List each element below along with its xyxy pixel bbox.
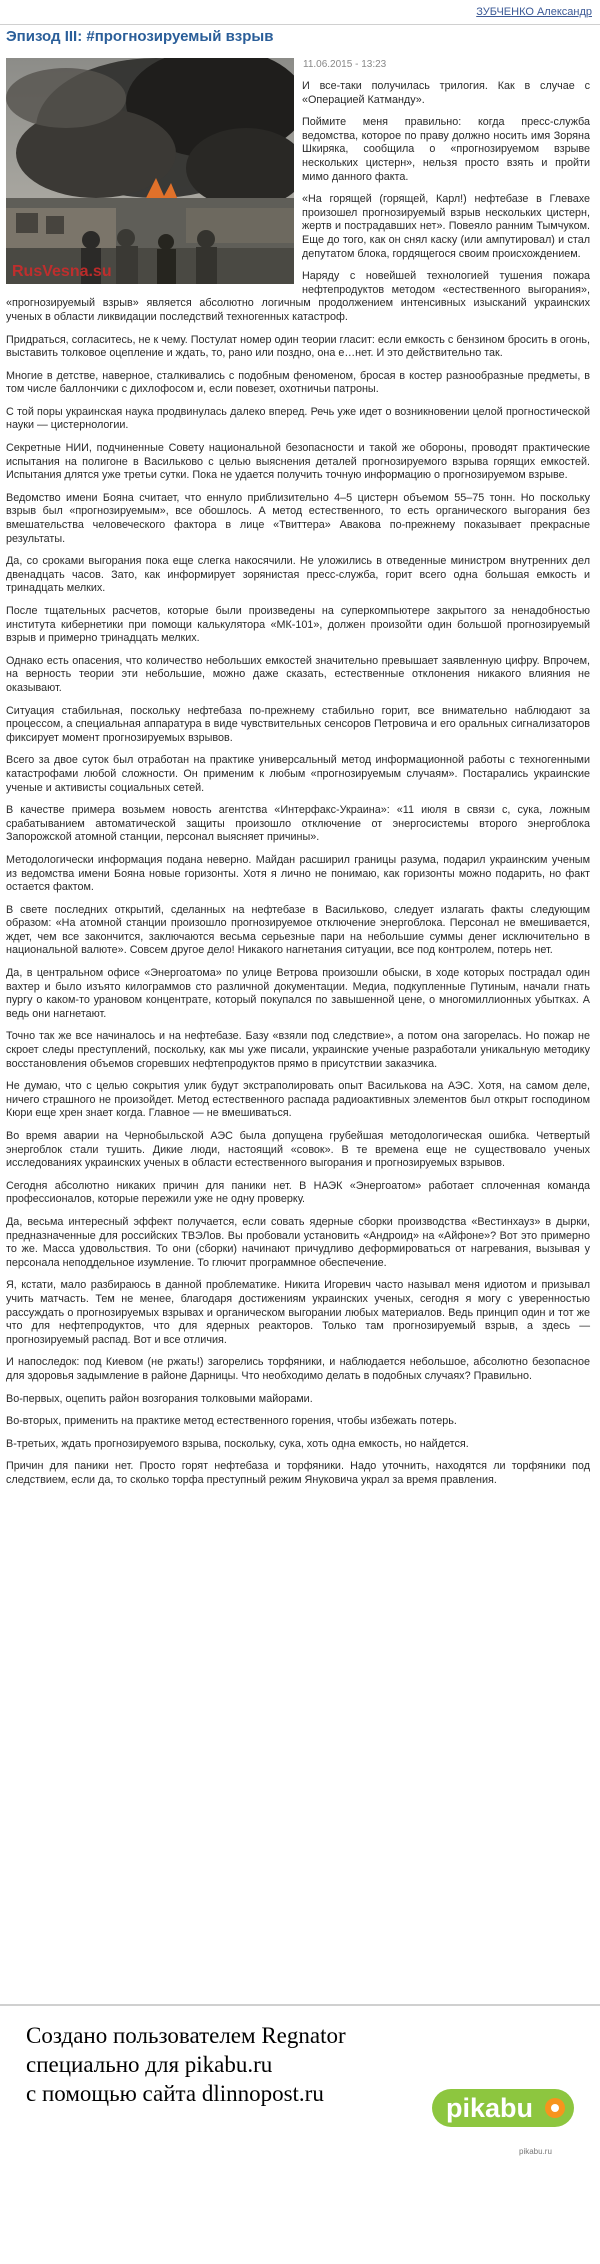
pikabu-badge: pikabu.ru <box>519 2147 552 2156</box>
paragraph: Точно так же все начиналось и на нефтебазе. Базу «взяли под следствие», а потом она загорелась. Но пожар не скроет следы преступлений, поскольку, как мы уже писали, украинские ученые разработали уникальную методику восстановления объемов сгоревших нефтепродуктов прямо в присутствии заказчика. <box>6 1030 590 1070</box>
paragraph: В свете последних открытий, сделанных на нефтебазе в Васильково, следует излагать факты следующим образом: «На атомной станции произошло прогнозируемое отключение энергоблока. Персонал не вмешивается, ждет, чем все закончится, заключаются весьма серьезные пари на небольшие суммы денег исключительно в национальной валюте». Совсем другое дело! Никакого нагнетания ситуации, все под контролем, потерь нет. <box>6 903 590 957</box>
paragraph: Секретные НИИ, подчиненные Совету национальной безопасности и такой же обороны, проводят практические испытания на полигоне в Васильково с целью выяснения деталей прогнозируемого взрыва горящих емкостей. Испытания длятся уже третьи сутки. Пока не удается получить точную информацию о прогнозируемом взрыве. <box>6 442 590 482</box>
paragraph: Ведомство имени Бояна считает, что еннуло приблизительно 4–5 цистерн объемом 55–75 тонн. Но поскольку взрыв был «прогнозируемым», все обошлось. А метод естественного, то есть органического выгорания без вмешательства человеческого фактора в лице «Твиттера» Авакова по-прежнему показывает прекрасные результаты. <box>6 491 590 545</box>
paragraph: В качестве примера возьмем новость агентства «Интерфакс-Украина»: «11 июля в связи с, сука, ложным срабатыванием автоматической защиты произошло отключение от энергосистемы второго энергоблока Запорожской атомной станции, персонал выясняет причины». <box>6 804 590 844</box>
paragraph: Причин для паники нет. Просто горят нефтебаза и торфяники. Надо уточнить, находятся ли торфяники под следствием, если да, то сколько торфа преступный режим Януковича украл за время правления. <box>6 1460 590 1486</box>
article-title: Эпизод III: #прогнозируемый взрыв <box>6 28 274 45</box>
paragraph: Ситуация стабильная, поскольку нефтебаза по-прежнему стабильно горит, все внимательно наблюдают за процессом, а специальная аппаратура в виде чувствительных сенсоров Петровича и его оральных сигнализаторов фиксирует момент прогнозируемых взрывов. <box>6 704 590 744</box>
paragraph: Сегодня абсолютно никаких причин для паники нет. В НАЭК «Энергоатом» работает сплоченная команда профессионалов, которые пережили уже не одну проверку. <box>6 1179 590 1206</box>
article-date: 11.06.2015 - 13:23 <box>303 59 387 70</box>
paragraph: Во время аварии на Чернобыльской АЭС была допущена грубейшая методологическая ошибка. Четвертый энергоблок стали тушить. Дикие люди, настоящий «совок». В те времена еще не существовало ученых исследованиях украинских ученых в области естественного выгорания и прогнозируемых взрывов. <box>6 1130 590 1170</box>
paragraph: «На горящей (горящей, Карл!) нефтебазе в Глевахе произошел прогнозируемый взрыв нескольких цистерн, жертв и пострадавших нет». Повеяло ранним Тымчуком. Еще до того, как он снял каску (или ампутировал) и стал депутатом блока, гордящегося своим происхождением. <box>302 193 590 260</box>
paragraph: И все-таки получилась трилогия. Как в случае с «Операцией Катманду». <box>302 80 590 106</box>
paragraph: Придраться, согласитесь, не к чему. Постулат номер один теории гласит: если емкость с бензином бросить в огонь, выставить толковое оцепление и ждать, то, рано или поздно, она е…нет. И это действительно так. <box>6 333 590 360</box>
paragraph: Во-вторых, применить на практике метод естественного горения, чтобы избежать потерь. <box>6 1415 457 1428</box>
paragraph: Да, в центральном офисе «Энергоатома» по улице Ветрова произошли обыски, в ходе которых пострадал один вахтер и было изъято килограммов сто различной документации. Медиа, подкупленные Путиным, начали гнать пургу о каком-то урановом концентрате, который покупался по завышенной цене, о многомиллионных убытках. А ведь они нагнетают. <box>6 967 590 1020</box>
header-bar <box>0 0 600 25</box>
paragraph: В-третьих, ждать прогнозируемого взрыва, поскольку, сука, хоть одна емкость, но найдется. <box>6 1437 469 1450</box>
paragraph: Во-первых, оцепить район возгорания толковыми майорами. <box>6 1392 313 1405</box>
footer <box>0 2004 600 2264</box>
footer-divider <box>0 2004 600 2006</box>
paragraph: Да, со сроками выгорания пока еще слегка накосячили. Не уложились в отведенные министром внутренних дел двенадцать часов. Зато, как информирует зорянистая пресс-служба, горит всего одна большая емкость и тринадцать мелких. <box>6 555 590 595</box>
paragraph: С той поры украинская наука продвинулась далеко вперед. Речь уже идет о возникновении целой прогностической науки — цистернологии. <box>6 405 590 432</box>
paragraph: Не думаю, что с целью сокрытия улик будут экстраполировать опыт Василькова на АЭС. Хотя, на самом деле, ничего страшного не произойдет. Метод естественного распада радиоактивных элементов был открыт господином Кюри еще хрен знает когда. Главное — не вмешиваться. <box>6 1080 590 1120</box>
paragraph: После тщательных расчетов, которые были произведены на суперкомпьютере закрытого за ненадобностью института кибернетики при помощи калькулятора «МК-101», должен произойти один большой прогнозируемый взрыв и примерно тринадцать мелких. <box>6 605 590 645</box>
credit-line: специально для pikabu.ru <box>26 2052 273 2077</box>
credit-text <box>26 2021 346 2108</box>
credit-line: с помощью сайта dlinnopost.ru <box>26 2081 324 2106</box>
photo-wrap-spacer <box>6 80 302 290</box>
credit-line: Создано пользователем Regnator <box>26 2023 346 2048</box>
photo-watermark: RusVesna.su <box>12 263 112 280</box>
paragraph: Поймите меня правильно: когда пресс-служба ведомства, которое по праву должно носить имя Зоряна Шкиряка, сообщила о «прогнозируемом взрыве нескольких цистерн», нельзя просто взять и пройти мимо данного факта. <box>302 116 590 183</box>
author-link[interactable]: ЗУБЧЕНКО Александр <box>476 6 592 18</box>
article-body <box>6 80 590 1496</box>
paragraph: Наряду с новейшей технологией тушения пожара нефтепродуктов методом «естественного выгорания», «прогнозируемый взрыв» является абсолютно логичным продолжением интенсивных изысканий украинских ученых в области ликвидации последствий техногенных катастроф. <box>6 270 590 323</box>
pikabu-logo-text: pikabu <box>446 2093 534 2123</box>
paragraph: Многие в детстве, наверное, сталкивались с подобным феноменом, бросая в костер разнообразные предметы, в том числе баллончики с дихлофосом и, если повезет, охотничьи патроны. <box>6 369 590 396</box>
paragraph: Однако есть опасения, что количество небольших емкостей значительно превышает заявленную цифру. Впрочем, на верность теории эти небольшие, можно даже сказать, естественные отклонения никакого влияния не оказывают. <box>6 654 590 694</box>
pikabu-logo[interactable] <box>432 2089 574 2127</box>
paragraph: Да, весьма интересный эффект получается, если совать ядерные сборки производства «Вестинхауз» в дырки, предназначенные для российских ТВЭЛов. Вы пробовали установить «Андроид» на «Айфоне»? Вот это примерно то же. Масса удовольствия. То они (сборки) начинают причудливо деформироваться от нагревания, вызывая у персонала неподдельное изумление. То глючит программное обеспечение. <box>6 1215 590 1269</box>
paragraph: И напоследок: под Киевом (не ржать!) загорелись торфяники, и наблюдается небольшое, абсолютно безопасное для здоровья задымление в районе Дарницы. Что необходимо делать в подобных случаях? Правильно. <box>6 1356 590 1382</box>
paragraph: Методологически информация подана неверно. Майдан расширил границы разума, подарил украинским ученым из ведомства имени Бояна новые горизонты. Хотя я лично не понимаю, как горизонты можно подарить, но факт остается фактом. <box>6 853 590 894</box>
paragraph: Всего за двое суток был отработан на практике универсальный метод информационной работы с техногенными катастрофами любой сложности. Он применим к любым «прогнозируемым случаям». Постарались украинские ученые и активисты социальных сетей. <box>6 754 590 794</box>
paragraph: Я, кстати, мало разбираюсь в данной проблематике. Никита Игоревич часто называл меня идиотом и призывал учить матчасть. Тем не менее, благодаря достижениям украинских ученых, сегодня я могу с уверенностью рассуждать о прогнозируемых взрывах и органическом выгорании любых материалов. Ведь принцип один и тот же что для нефтепродуктов, что для ядерных реакторов. Только там прогнозируемый взрыв, а здесь — прогнозируемый распад. Вот и все отличия. <box>6 1279 590 1346</box>
